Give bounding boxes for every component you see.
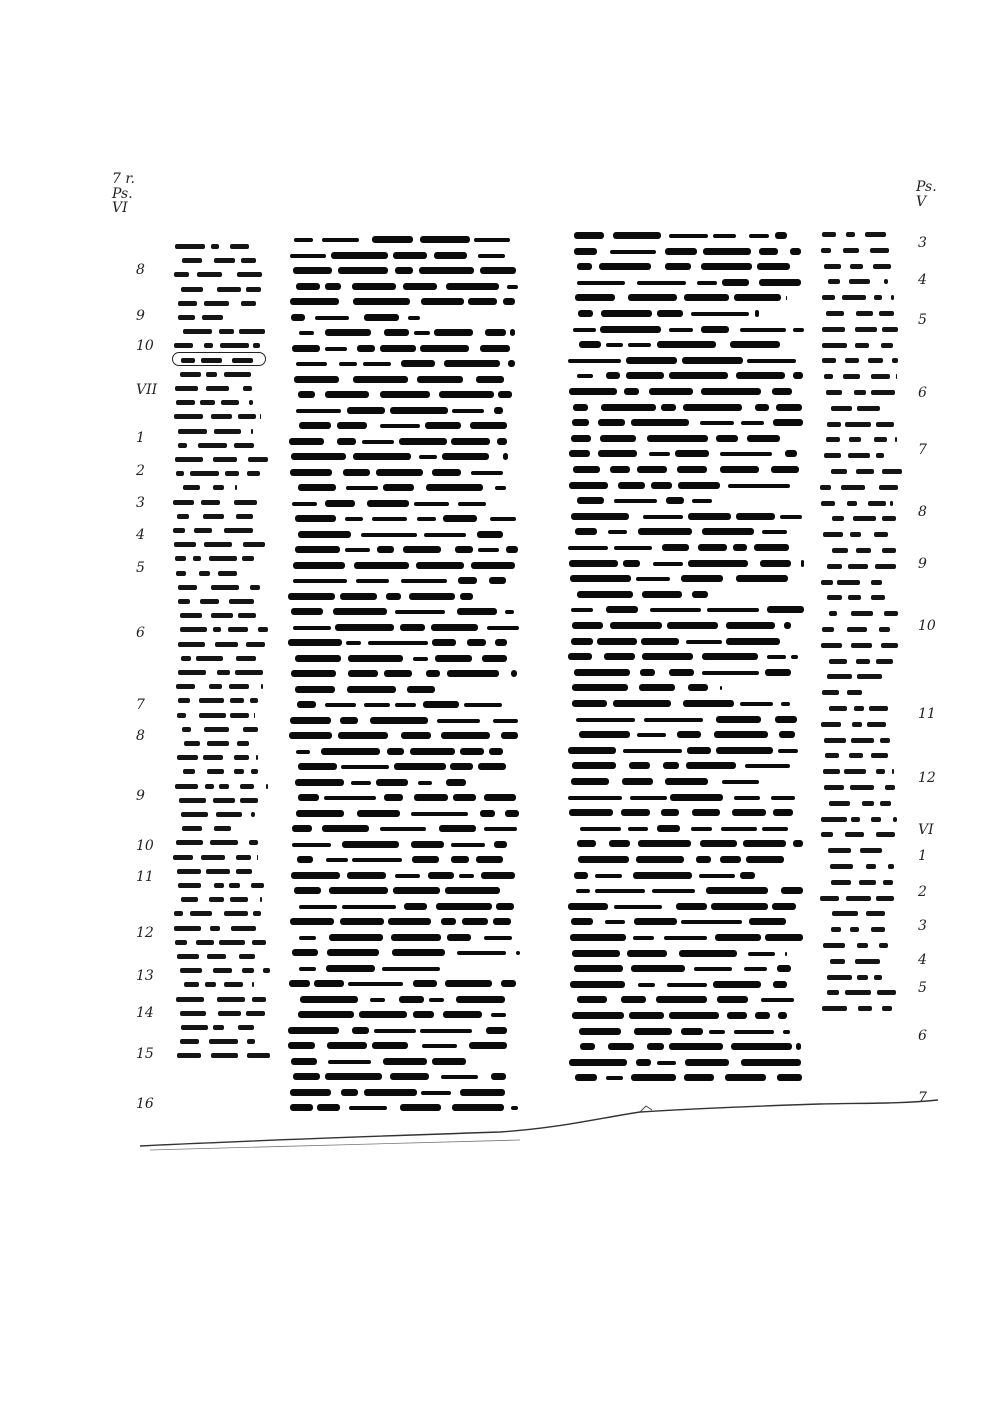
left-verse-number: 2 <box>136 463 145 479</box>
right-ref-chapter: V <box>916 193 927 210</box>
right-verse-number: 11 <box>918 706 936 722</box>
right-verse-number: 7 <box>918 1090 927 1106</box>
left-verse-number: 8 <box>136 262 145 278</box>
left-verse-number: 11 <box>136 869 154 885</box>
right-verse-number: VI <box>918 822 934 838</box>
left-verse-number: VII <box>136 382 158 398</box>
right-verse-number: 4 <box>918 952 927 968</box>
right-verse-number: 3 <box>918 918 927 934</box>
left-ref-chapter: VI <box>112 200 128 217</box>
left-verse-number: 9 <box>136 788 145 804</box>
left-verse-number: 1 <box>136 430 145 446</box>
left-ref-book: Ps. <box>112 185 133 202</box>
left-ref-folio: 7 r. <box>112 171 135 187</box>
left-verse-number: 16 <box>136 1096 154 1112</box>
right-verse-number: 9 <box>918 556 927 572</box>
right-verse-number: 12 <box>918 770 936 786</box>
right-verse-number: 6 <box>918 385 927 401</box>
right-verse-number: 2 <box>918 884 927 900</box>
left-verse-number: 13 <box>136 968 154 984</box>
right-ref-book: Ps. <box>916 179 937 195</box>
right-verse-number: 7 <box>918 442 927 458</box>
left-verse-number: 5 <box>136 560 145 576</box>
left-verse-number: 4 <box>136 527 145 543</box>
left-verse-number: 9 <box>136 308 145 324</box>
left-verse-number: 12 <box>136 925 154 941</box>
left-verse-number: 15 <box>136 1046 154 1062</box>
right-verse-number: 6 <box>918 1028 927 1044</box>
left-verse-number: 3 <box>136 495 145 511</box>
left-verse-number: 7 <box>136 697 145 713</box>
right-verse-number: 3 <box>918 235 927 251</box>
right-verse-number: 4 <box>918 272 927 288</box>
left-verse-number: 14 <box>136 1005 154 1021</box>
right-verse-number: 10 <box>918 618 936 634</box>
right-verse-number: 8 <box>918 504 927 520</box>
left-verse-number: 6 <box>136 625 145 641</box>
left-verse-number: 10 <box>136 838 154 854</box>
right-verse-number: 1 <box>918 848 927 864</box>
right-verse-number: 5 <box>918 312 927 328</box>
left-verse-number: 10 <box>136 338 154 354</box>
left-verse-number: 8 <box>136 728 145 744</box>
right-verse-number: 5 <box>918 980 927 996</box>
